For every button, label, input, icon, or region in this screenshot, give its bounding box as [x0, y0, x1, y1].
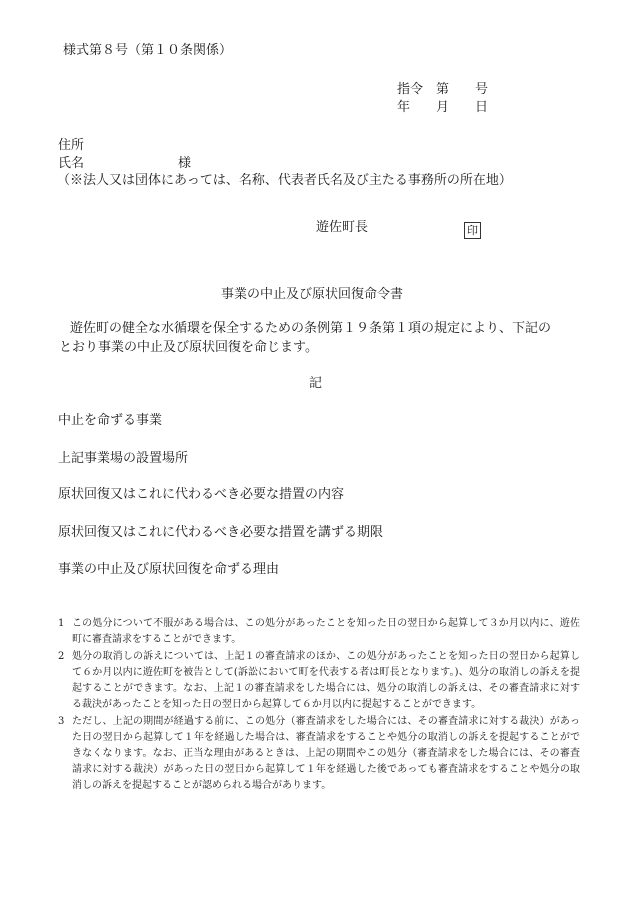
document-title: 事業の中止及び原状回復命令書	[221, 287, 404, 302]
appeal-notes	[58, 616, 580, 795]
order-number-label: 指令 第 号	[397, 82, 489, 97]
note-item	[58, 714, 580, 794]
form-number: 様式第８号（第１０条関係）	[63, 43, 233, 58]
note-text: この処分について不服がある場合は、この処分があったことを知った日の翌日から起算して３か月以内に、遊佐町に審査請求をすることができます。	[72, 618, 580, 645]
item-reason: 事業の中止及び原状回復を命ずる理由	[58, 562, 280, 577]
note-item	[58, 649, 580, 713]
note-text: ただし、上記の期間が経過する前に、この処分（審査請求をした場合には、その審査請求に対する裁決）があった日の翌日から起算して１年を経過した場合は、審査請求をすることや処分の取消しの訴えを提起することができなくなります。なお、正当な理由があるときは、上記の期間やこの処分（審査請求をした場合には、その審査請求に対する裁決）があった日の翌日から起算して１年を経過した後であっても審査請求をすることや処分の取消しの訴えを提起することが認められる場合があります。	[72, 716, 580, 791]
body-line-1: 遊佐町の健全な水循環を保全するための条例第１９条第１項の規定により、下記の	[70, 321, 552, 336]
note-number: 1	[58, 618, 65, 629]
honorific: 様	[178, 156, 192, 171]
body-line-2: とおり事業の中止及び原状回復を命じます。	[59, 340, 318, 355]
item-restoration-content: 原状回復又はこれに代わるべき必要な措置の内容	[58, 487, 345, 502]
corporate-note: （※法人又は団体にあっては、名称、代表者氏名及び主たる事務所の所在地）	[57, 173, 512, 188]
note-number: 2	[58, 651, 65, 662]
name-label: 氏名	[58, 156, 85, 171]
address-label: 住所	[58, 138, 85, 153]
issuer-title: 遊佐町長	[316, 220, 369, 235]
item-suspended-business: 中止を命ずる事業	[58, 413, 163, 428]
item-restoration-deadline: 原状回復又はこれに代わるべき必要な措置を講ずる期限	[58, 525, 384, 540]
note-text: 処分の取消しの訴えについては、上記１の審査請求のほか、この処分があったことを知った日の翌日から起算して６か月以内に遊佐町を被告として(訴訟において町を代表する者は町長となります。)、処分の取消しの訴えを提起することができます。なお、上記１の審査請求をした場合には、処分の取消しの訴えは、その審査請求に対する裁決があったことを知った日の翌日から起算して６か月以内に提起することができます。	[72, 651, 580, 710]
note-item	[58, 616, 580, 648]
seal-glyph: 印	[464, 222, 481, 239]
date-label: 年 月 日	[397, 100, 489, 115]
seal-mark	[464, 219, 481, 239]
item-business-location: 上記事業場の設置場所	[58, 451, 189, 466]
ki-label: 記	[309, 376, 323, 391]
note-number: 3	[58, 716, 65, 727]
